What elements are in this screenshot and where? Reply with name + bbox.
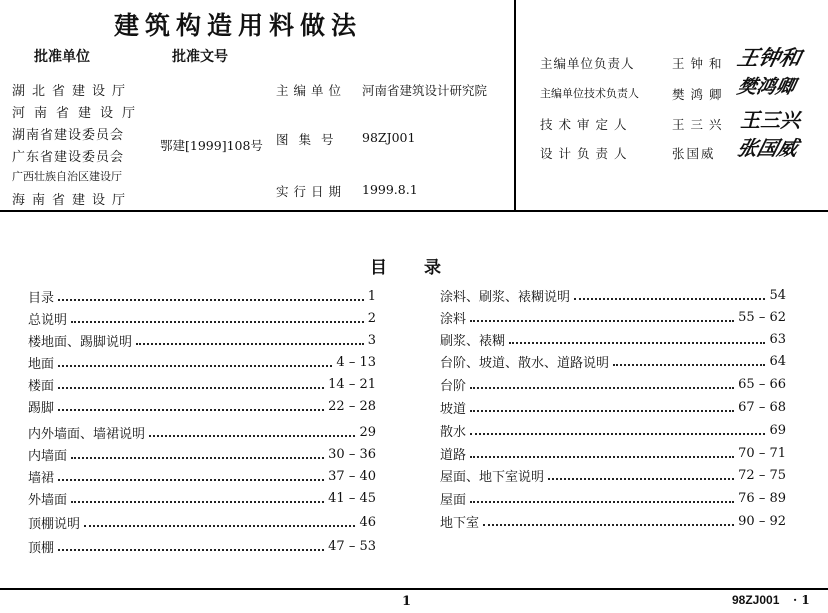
approval-doc-number: 鄂建[1999]108号 xyxy=(160,138,263,153)
toc-item-page: 1 xyxy=(367,288,376,304)
toc-item[interactable] xyxy=(28,466,376,486)
province-1: 湖北省建设厅 xyxy=(12,84,133,99)
toc-item-label: 地面 xyxy=(28,356,55,372)
responsible-role-3: 技术审定人 xyxy=(540,117,633,132)
toc-item-page: 22 – 28 xyxy=(328,398,376,414)
toc-heading: 目 录 xyxy=(370,258,451,278)
toc-leader xyxy=(470,387,734,389)
footer-rule xyxy=(0,588,828,590)
effective-date-value: 1999.8.1 xyxy=(362,182,418,197)
toc-item[interactable] xyxy=(28,396,376,416)
toc-leader xyxy=(509,342,765,344)
chief-unit-value: 河南省建筑设计研究院 xyxy=(362,83,488,98)
toc-item[interactable] xyxy=(440,420,786,440)
toc-item[interactable] xyxy=(440,285,786,305)
responsible-role-4: 设计负责人 xyxy=(540,146,633,161)
toc-item-label: 屋面、地下室说明 xyxy=(440,469,545,485)
toc-leader xyxy=(84,525,355,527)
toc-item-page: 46 xyxy=(359,514,376,530)
toc-item-page: 29 xyxy=(359,424,376,440)
toc-item[interactable] xyxy=(440,465,786,485)
province-2: 河南省建设厅 xyxy=(12,106,145,121)
toc-item-label: 楼地面、踢脚说明 xyxy=(28,334,133,350)
toc-item-label: 地下室 xyxy=(440,515,480,531)
toc-item-page: 41 – 45 xyxy=(328,490,376,506)
toc-item-label: 总说明 xyxy=(28,312,68,328)
toc-item-label: 顶棚说明 xyxy=(28,516,81,532)
atlas-number-value: 98ZJ001 xyxy=(362,130,416,145)
toc-item-label: 踢脚 xyxy=(28,400,55,416)
toc-leader xyxy=(483,524,734,526)
toc-item-page: 72 – 75 xyxy=(738,467,786,483)
atlas-number-label: 图 集 号 xyxy=(276,132,337,147)
toc-item-label: 台阶、坡道、散水、道路说明 xyxy=(440,355,610,371)
toc-item-page: 30 – 36 xyxy=(328,446,376,462)
toc-item[interactable] xyxy=(28,286,376,306)
province-4: 广东省建设委员会 xyxy=(12,150,125,165)
document-title: 建筑构造用料做法 xyxy=(114,11,363,40)
responsible-name-2: 樊鸿卿 xyxy=(672,87,728,102)
toc-leader xyxy=(58,387,324,389)
toc-item[interactable] xyxy=(28,488,376,508)
responsible-name-1: 王钟和 xyxy=(672,56,728,71)
toc-item-page: 63 xyxy=(769,331,786,347)
province-3: 湖南省建设委员会 xyxy=(12,128,125,143)
toc-item-page: 2 xyxy=(367,310,376,326)
toc-item[interactable] xyxy=(440,443,786,463)
effective-date-label: 实行日期 xyxy=(276,184,347,199)
responsible-role-1: 主编单位负责人 xyxy=(540,56,635,71)
responsible-name-3: 王三兴 xyxy=(672,117,728,132)
toc-item-page: 65 – 66 xyxy=(738,376,786,392)
toc-item[interactable] xyxy=(440,329,786,349)
toc-item-label: 散水 xyxy=(440,424,467,440)
toc-item-label: 目录 xyxy=(28,290,55,306)
toc-leader xyxy=(470,410,734,412)
toc-item-page: 4 – 13 xyxy=(336,354,376,370)
toc-item[interactable] xyxy=(28,422,376,442)
toc-item[interactable] xyxy=(28,352,376,372)
toc-item[interactable] xyxy=(28,374,376,394)
signature-4: 张国威 xyxy=(734,136,801,160)
toc-leader xyxy=(58,365,332,367)
signature-2: 樊鸿卿 xyxy=(735,76,798,98)
approval-doc-label: 批准文号 xyxy=(172,49,228,65)
toc-item-page: 14 – 21 xyxy=(328,376,376,392)
toc-item-page: 47 – 53 xyxy=(328,538,376,554)
toc-leader xyxy=(58,299,364,301)
toc-item[interactable] xyxy=(440,307,786,327)
chief-unit-label: 主编单位 xyxy=(276,83,347,98)
toc-item-label: 顶棚 xyxy=(28,540,55,556)
toc-item[interactable] xyxy=(28,444,376,464)
toc-item[interactable] xyxy=(440,511,786,531)
toc-item-label: 台阶 xyxy=(440,378,467,394)
province-6: 海南省建设厅 xyxy=(12,193,133,208)
toc-leader xyxy=(58,409,324,411)
toc-item-page: 64 xyxy=(769,353,786,369)
toc-leader xyxy=(58,549,324,551)
toc-item-page: 69 xyxy=(769,422,786,438)
toc-leader xyxy=(470,501,734,503)
toc-item-label: 涂料 xyxy=(440,311,467,327)
toc-item[interactable] xyxy=(28,512,376,532)
header-divider-vertical xyxy=(514,0,516,211)
toc-leader xyxy=(149,435,355,437)
toc-item-page: 55 – 62 xyxy=(738,309,786,325)
toc-item[interactable] xyxy=(28,330,376,350)
toc-item-label: 外墙面 xyxy=(28,492,68,508)
toc-leader xyxy=(470,456,734,458)
signature-3: 王三兴 xyxy=(740,108,800,132)
responsible-name-4: 张国威 xyxy=(672,146,716,161)
signature-1: 王钟和 xyxy=(735,45,804,70)
responsible-role-2: 主编单位技术负责人 xyxy=(540,87,639,100)
toc-item-label: 楼面 xyxy=(28,378,55,394)
toc-item-label: 内外墙面、墙裙说明 xyxy=(28,426,146,442)
toc-item-label: 刷浆、裱糊 xyxy=(440,333,506,349)
toc-leader xyxy=(58,479,324,481)
approval-unit-label: 批准单位 xyxy=(34,49,90,65)
toc-leader xyxy=(470,433,765,435)
toc-item-label: 墙裙 xyxy=(28,470,55,486)
toc-leader xyxy=(574,298,765,300)
footer-sheet-ref: 98ZJ001 xyxy=(732,593,780,607)
toc-leader xyxy=(71,457,324,459)
toc-item-page: 90 – 92 xyxy=(738,513,786,529)
toc-item-page: 54 xyxy=(769,287,786,303)
toc-item[interactable] xyxy=(28,536,376,556)
toc-leader xyxy=(548,478,734,480)
toc-item[interactable] xyxy=(440,397,786,417)
toc-item[interactable] xyxy=(440,374,786,394)
toc-item[interactable] xyxy=(28,308,376,328)
footer-sheet-page: · 1 xyxy=(793,593,810,607)
toc-leader xyxy=(136,343,364,345)
toc-item-page: 37 – 40 xyxy=(328,468,376,484)
toc-item-page: 70 – 71 xyxy=(738,445,786,461)
toc-leader xyxy=(613,364,765,366)
toc-leader xyxy=(470,320,734,322)
footer-page-number: 1 xyxy=(402,594,412,609)
toc-item[interactable] xyxy=(440,488,786,508)
header-bottom-rule xyxy=(0,210,828,212)
toc-item-label: 道路 xyxy=(440,447,467,463)
toc-leader xyxy=(71,321,364,323)
toc-item-label: 内墙面 xyxy=(28,448,68,464)
province-5: 广西壮族自治区建设厅 xyxy=(12,170,122,183)
toc-item-label: 坡道 xyxy=(440,401,467,417)
toc-item-page: 76 – 89 xyxy=(738,490,786,506)
toc-leader xyxy=(71,501,324,503)
toc-item-label: 屋面 xyxy=(440,492,467,508)
toc-item-page: 67 – 68 xyxy=(738,399,786,415)
toc-item[interactable] xyxy=(440,351,786,371)
toc-item-page: 3 xyxy=(367,332,376,348)
toc-item-label: 涂料、刷浆、裱糊说明 xyxy=(440,289,571,305)
